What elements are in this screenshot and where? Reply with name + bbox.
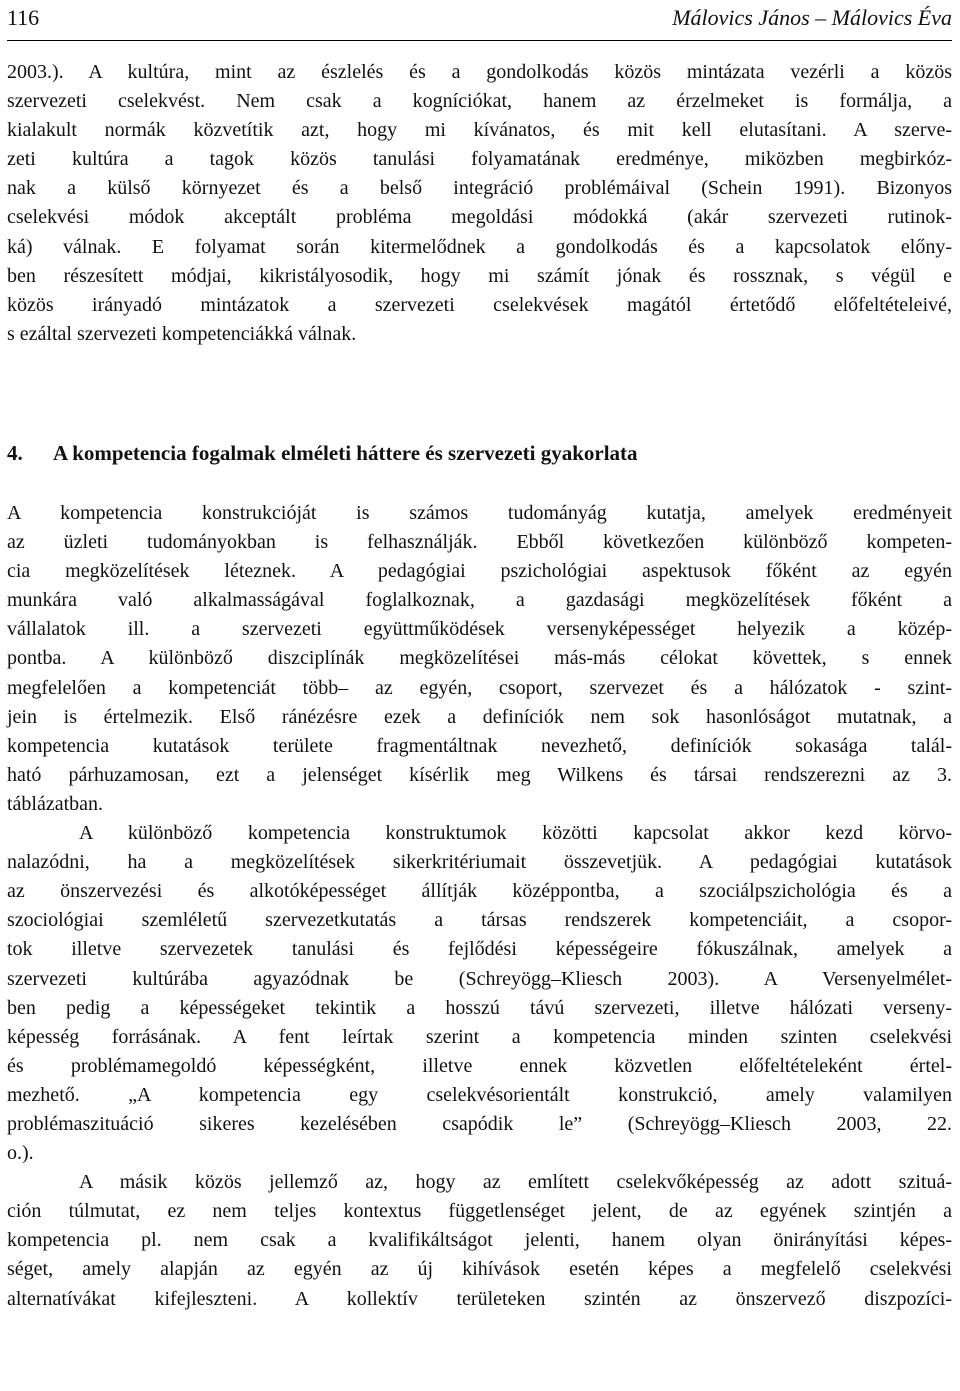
text-line: tok illetve szervezetek tanulási és fejlődési képességeire fókuszálnak, amelyek a [7, 938, 952, 961]
text-line: cia megközelítések léteznek. A pedagógiai pszichológiai aspektusok főként az egyén [7, 560, 952, 583]
text-line: kompetencia pl. nem csak a kvalifikáltságot jelenti, hanem olyan önirányítási képes- [7, 1229, 952, 1252]
text-line: cselekvési módok akceptált probléma megoldási módokká (akár szervezeti rutinok- [7, 206, 952, 229]
text-line: az üzleti tudományokban is felhasználják. Ebből következően különböző kompeten- [7, 531, 952, 554]
text-line: kompetencia kutatások területe fragmentáltnak nevezhető, definíciók sokasága talál- [7, 734, 952, 757]
text-line: zeti kultúra a tagok közös tanulási folyamatának eredménye, miközben megbirkóz- [7, 148, 952, 171]
text-line: A kompetencia konstrukcióját is számos tudományág kutatja, amelyek eredményeit [7, 502, 952, 524]
book-page [7, 0, 952, 1310]
text-line: A különböző kompetencia konstruktumok közötti kapcsolat akkor kezd körvo- [79, 822, 952, 845]
text-line: az önszervezési és alkotóképességet állítják középpontba, a szociálpszichológia és a [7, 880, 952, 903]
running-header [7, 0, 952, 41]
section-heading [7, 438, 952, 468]
paragraph-approaches [7, 499, 952, 819]
text-line: o.). [7, 1142, 34, 1165]
text-line: 2003.). A kultúra, mint az észlelés és a gondolkodás közös mintázata vezérli a közös [7, 61, 952, 83]
text-line: ká) válnak. E folyamat során kitermelődnek a gondolkodás és a kapcsolatok előny- [7, 235, 952, 258]
text-line: munkára való alkalmasságával foglalkoznak, a gazdasági megközelítések főként a [7, 589, 952, 612]
text-line: ben pedig a képességeket tekintik a hosszú távú szervezeti, illetve hálózati verseny- [7, 996, 952, 1019]
text-line: problémaszituáció sikeres kezelésében csapódik le” (Schreyögg–Kliesch 2003, 22. [7, 1112, 952, 1135]
text-line: megfelelően a kompetenciát több– az egyén, csoport, szervezet és a hálózatok - szint- [7, 676, 952, 699]
section-number: 4. [7, 441, 23, 465]
text-line: alternatívákat kifejleszteni. A kollektív területeken szintén az önszervező diszpozíci- [7, 1287, 952, 1310]
text-line: jein is értelmezik. Első ránézésre ezek a definíciók nem sok hasonlóságot mutatnak, a [7, 705, 952, 728]
text-line: A másik közös jellemző az, hogy az említett cselekvőképesség az adott szituá- [79, 1171, 952, 1194]
text-line: szociológiai szemléletű szervezetkutatás a társas rendszerek kompetenciáit, a csopor- [7, 909, 952, 932]
text-line: ben részesített módjai, kikristályosodik, hogy mi számít jónak és rossznak, s végül e [7, 264, 952, 287]
text-line: ható párhuzamosan, ezt a jelenséget kísérlik meg Wilkens és társai rendszerezni az 3. [7, 763, 952, 786]
text-line: ción túlmutat, ez nem teljes kontextus függetlenséget jelent, de az egyének szintjén a [7, 1200, 952, 1223]
text-line: nalazódni, ha a megközelítések sikerkritériumait összevetjük. A pedagógiai kutatások [7, 851, 952, 874]
text-line: képesség forrásának. A fent leírtak szerint a kompetencia minden szinten cselekvési [7, 1025, 952, 1048]
text-line: pontba. A különböző diszciplínák megközelítései más-más célokat követtek, s ennek [7, 647, 952, 670]
text-line: kialakult normák közvetítik azt, hogy mi kívánatos, és mit kell elutasítani. A szerve- [7, 119, 952, 142]
text-line: táblázatban. [7, 792, 104, 815]
text-line: és problémamegoldó képességként, illetve ennek közvetlen előfeltételeként értel- [7, 1054, 952, 1077]
text-line: séget, amely alapján az egyén az új kihívások esetén képes a megfelelő cselekvési [7, 1258, 952, 1281]
paragraph-constructs [7, 819, 952, 1168]
section-title: A kompetencia fogalmak elméleti háttere és szervezeti gyakorlata [53, 441, 638, 465]
paragraph-common-feature [7, 1168, 952, 1313]
text-line: vállalatok ill. a szervezeti együttműködések versenyképességet helyezik a közép- [7, 618, 952, 641]
text-line: nak a külső környezet és a belső integráció problémáival (Schein 1991). Bizonyos [7, 177, 952, 200]
text-line: szervezeti cselekvést. Nem csak a kogníciókat, hanem az érzelmeket is formálja, a [7, 90, 952, 113]
text-line: szervezeti kultúrába agyazódnak be (Schreyögg–Kliesch 2003). A Versenyelmélet- [7, 967, 952, 990]
text-line: s ezáltal szervezeti kompetenciákká válnak. [7, 322, 357, 345]
paragraph-culture [7, 58, 952, 349]
page-number: 116 [7, 5, 40, 30]
text-line: mezhető. „A kompetencia egy cselekvésorientált konstrukció, amely valamilyen [7, 1083, 952, 1106]
section-body [7, 499, 952, 1314]
text-line: közös irányadó mintázatok a szervezeti cselekvések magától értetődő előfeltételeivé, [7, 293, 952, 316]
header-authors: Málovics János – Málovics Éva [672, 5, 952, 30]
